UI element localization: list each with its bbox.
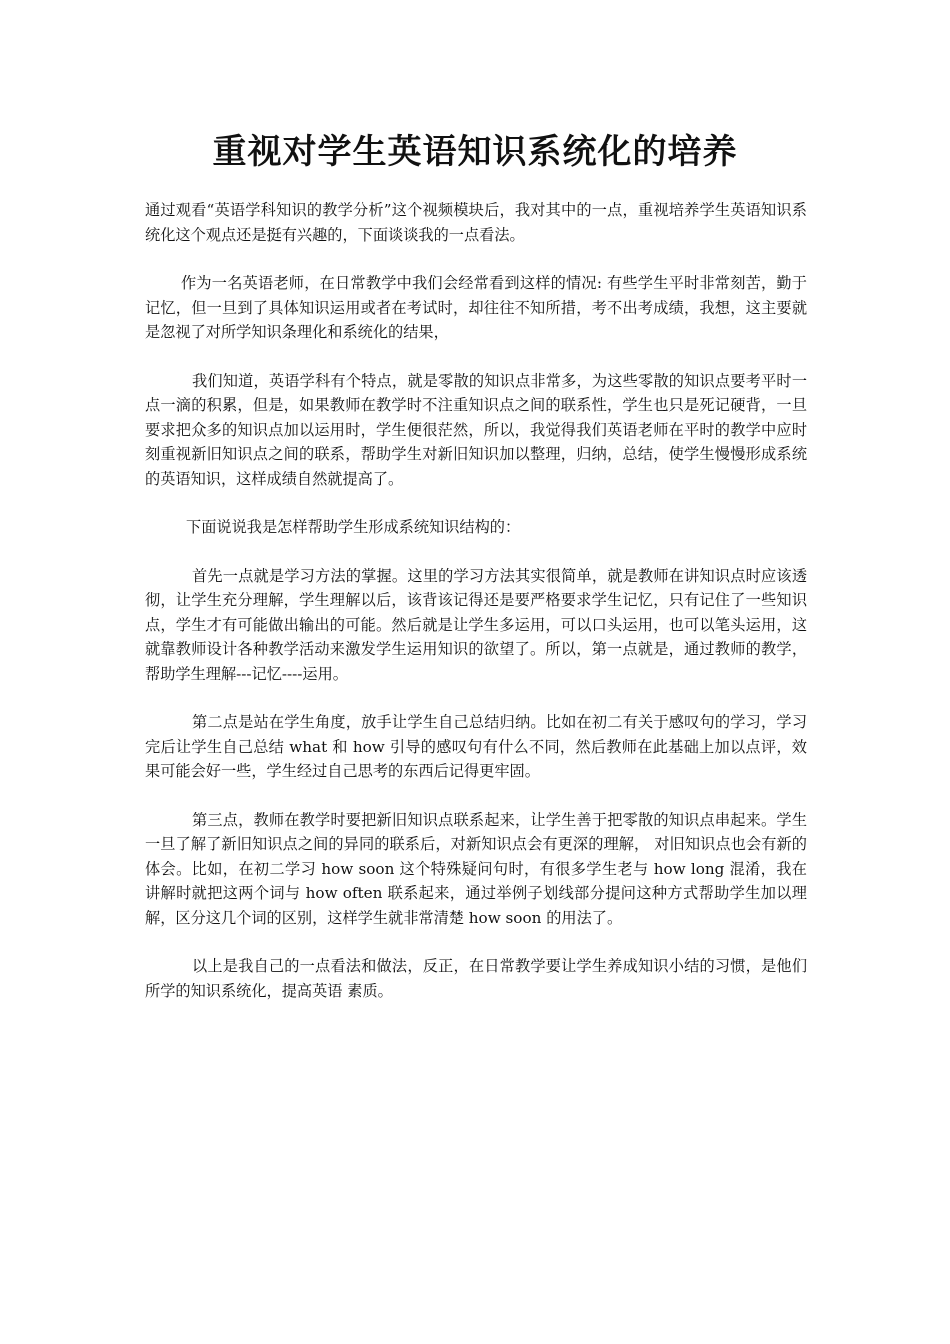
paragraph-point-three: 第三点，教师在教学时要把新旧知识点联系起来，让学生善于把零散的知识点串起来。学生一旦了解了新旧知识点之间的异同的联系后，对新知识点会有更深的理解， 对旧知识点也会有新的体会。比如，在初二学习 how soon 这个特殊疑问句时，有很多学生老与 how long 混淆，我在讲解时就把这两个词与 how often 联系起来，通过举例子划线部分提问这种方式帮助学生加以理解，区分这几个词的区别，这样学生就非常清楚 how soon 的用法了。: [145, 810, 807, 927]
document-title: 重视对学生英语知识系统化的培养: [212, 132, 738, 172]
paragraph-conclusion: 以上是我自己的一点看法和做法，反正，在日常教学要让学生养成知识小结的习惯，是他们所学的知识系统化，提高英语 素质。: [145, 957, 807, 1000]
paragraph-teacher-observation: 作为一名英语老师，在日常教学中我们会经常看到这样的情况: 有些学生平时非常刻苦，勤于记忆，但一旦到了具体知识运用或者在考试时，却往往不知所措，考不出考成绩，我想，这主要就是忽视了对所学知识条理化和系统化的结果，: [145, 274, 807, 341]
paragraph-subject-characteristics: 我们知道，英语学科有个特点，就是零散的知识点非常多，为这些零散的知识点要考平时一点一滴的积累，但是，如果教师在教学时不注重知识点之间的联系性，学生也只是死记硬背，一旦要求把众多的知识点加以运用时，学生便很茫然，所以，我觉得我们英语老师在平时的教学中应时刻重视新旧知识点之间的联系，帮助学生对新旧知识加以整理，归纳，总结，使学生慢慢形成系统的英语知识，这样成绩自然就提高了。: [145, 371, 807, 488]
paragraph-point-two: 第二点是站在学生角度，放手让学生自己总结归纳。比如在初二有关于感叹句的学习，学习完后让学生自己总结 what 和 how 引导的感叹句有什么不同，然后教师在此基础上加以点评，效果可能会好一些，学生经过自己思考的东西后记得更牢固。: [145, 713, 807, 780]
paragraph-intro: 通过观看“英语学科知识的教学分析”这个视频模块后，我对其中的一点，重视培养学生英语知识系统化这个观点还是挺有兴趣的，下面谈谈我的一点看法。: [145, 201, 807, 244]
paragraph-point-one: 首先一点就是学习方法的掌握。这里的学习方法其实很简单，就是教师在讲知识点时应该透彻，让学生充分理解，学生理解以后，该背该记得还是要严格要求学生记忆，只有记住了一些知识点，学生才有可能做出输出的可能。然后就是让学生多运用，可以口头运用，也可以笔头运用，这就靠教师设计各种教学活动来激发学生运用知识的欲望了。所以，第一点就是，通过教师的教学，帮助学生理解---记忆----运用。: [145, 566, 807, 683]
document-body: [145, 198, 807, 1027]
paragraph-methods-heading: 下面说说我是怎样帮助学生形成系统知识结构的：: [186, 518, 521, 536]
